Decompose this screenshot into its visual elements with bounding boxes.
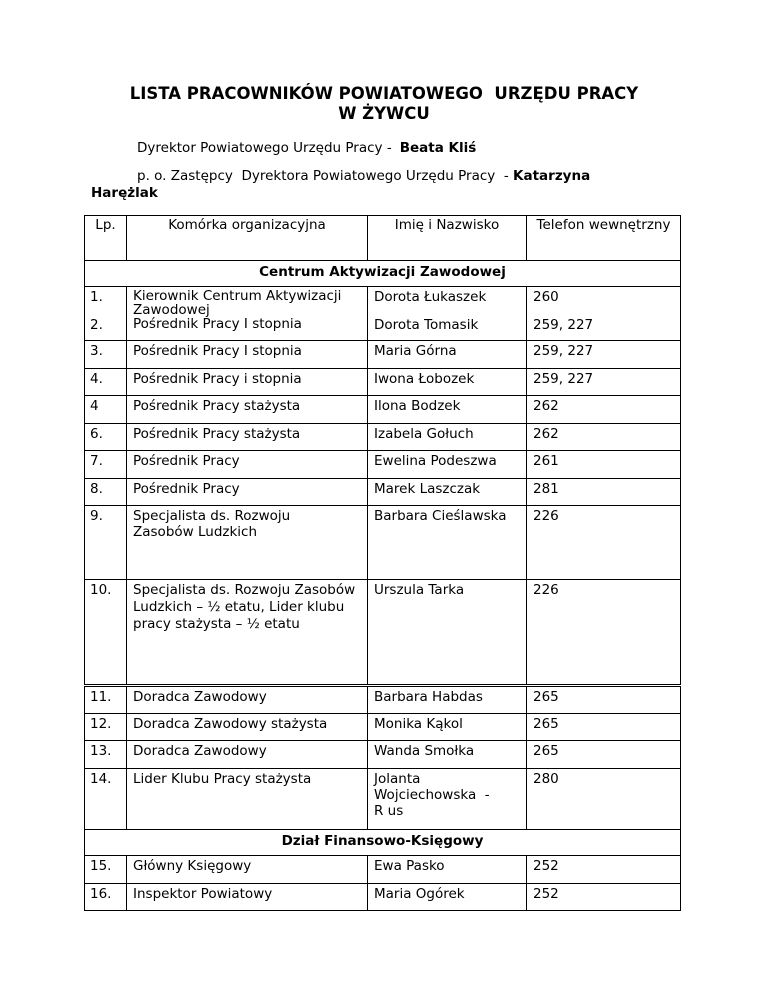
cell-phone: 280 [527,769,681,830]
deputy-name-first: Katarzyna [513,168,591,184]
cell-phone: 262 [527,424,681,451]
cell-lp: 6. [85,424,127,451]
table-row [85,369,681,396]
table-row [85,424,681,451]
cell-position: Pośrednik Pracy I stopnia [127,341,368,369]
cell-phone: 265 [527,686,681,714]
staff-table [84,215,681,911]
cell-position: Pośrednik Pracy i stopnia [127,369,368,396]
table-row [85,287,681,341]
cell-position: Inspektor Powiatowy [127,884,368,911]
cell-phone: 252 [527,884,681,911]
cell-lp: 12. [85,714,127,741]
section-title: Centrum Aktywizacji Zawodowej [85,261,681,287]
cell-lp: 10. [85,580,127,686]
cell-lp-1: 1. [90,289,103,305]
table-row [85,341,681,369]
header-phone: Telefon wewnętrzny [527,216,681,261]
cell-lp: 4 [85,396,127,424]
cell-position: Doradca Zawodowy [127,686,368,714]
cell-position [127,287,368,341]
cell-lp: 8. [85,479,127,506]
cell-name-2: Dorota Tomasik [374,317,479,333]
cell-position: Specjalista ds. Rozwoju Zasobów Ludzkich [127,506,368,580]
cell-name: Maria Górna [368,341,527,369]
table-row [85,451,681,479]
cell-position: Doradca Zawodowy stażysta [127,714,368,741]
title-line-1: LISTA PRACOWNIKÓW POWIATOWEGO URZĘDU PRACY [129,84,639,103]
table-row [85,714,681,741]
deputy-label: p. o. Zastępcy Dyrektora Powiatowego Urzędu Pracy - [137,168,514,184]
cell-name: Maria Ogórek [368,884,527,911]
table-row [85,686,681,714]
header-lp: Lp. [85,216,127,261]
cell-name-1: Dorota Łukaszek [374,289,487,305]
cell-name: Ilona Bodzek [368,396,527,424]
cell-phone: 252 [527,856,681,884]
table-row [85,479,681,506]
deputy-name-last: Harężlak [91,185,158,201]
cell-phone: 226 [527,506,681,580]
cell-position: Pośrednik Pracy stażysta [127,424,368,451]
cell-name: Ewa Pasko [368,856,527,884]
cell-name [368,287,527,341]
cell-name: Jolanta Wojciechowska -R us [368,769,527,830]
cell-name: Marek Laszczak [368,479,527,506]
header-name: Imię i Nazwisko [368,216,527,261]
table-row [85,396,681,424]
cell-phone: 281 [527,479,681,506]
cell-lp: 14. [85,769,127,830]
cell-name: Iwona Łobozek [368,369,527,396]
cell-position: Doradca Zawodowy [127,741,368,769]
cell-lp: 9. [85,506,127,580]
section-title: Dział Finansowo-Księgowy [85,830,681,856]
cell-position: Główny Księgowy [127,856,368,884]
cell-position: Lider Klubu Pracy stażysta [127,769,368,830]
cell-position: Specjalista ds. Rozwoju Zasobów Ludzkich – ½ etatu, Lider klubu pracy stażysta – ½ etatu [127,580,368,686]
cell-name: Urszula Tarka [368,580,527,686]
table-row [85,580,681,686]
table-row [85,884,681,911]
title-line-2: W ŻYWCU [338,104,430,123]
section-row [85,261,681,287]
table-header-row [85,216,681,261]
director-name: Beata Kliś [399,140,477,156]
table-row [85,506,681,580]
cell-phone: 262 [527,396,681,424]
cell-position: Pośrednik Pracy [127,451,368,479]
cell-name: Ewelina Podeszwa [368,451,527,479]
cell-name: Barbara Cieślawska [368,506,527,580]
cell-phone [527,287,681,341]
section-row [85,830,681,856]
cell-lp: 15. [85,856,127,884]
director-line [137,140,476,156]
cell-phone-1: 260 [533,289,559,305]
table-row [85,741,681,769]
table-row [85,856,681,884]
cell-phone-2: 259, 227 [533,317,594,333]
cell-position-2: Pośrednik Pracy I stopnia [133,316,302,332]
cell-name: Izabela Gołuch [368,424,527,451]
cell-lp: 13. [85,741,127,769]
cell-phone: 259, 227 [527,341,681,369]
cell-lp: 11. [85,686,127,714]
document-title [84,84,684,124]
table-row [85,769,681,830]
cell-lp: 4. [85,369,127,396]
cell-lp: 3. [85,341,127,369]
cell-phone: 226 [527,580,681,686]
cell-name: Wanda Smołka [368,741,527,769]
cell-name: Barbara Habdas [368,686,527,714]
cell-lp [85,287,127,341]
cell-position-1: Kierownik Centrum Aktywizacji Zawodowej [133,288,342,318]
cell-lp: 16. [85,884,127,911]
cell-position: Pośrednik Pracy [127,479,368,506]
cell-phone: 261 [527,451,681,479]
cell-lp: 7. [85,451,127,479]
cell-lp-2: 2. [90,317,103,333]
header-unit: Komórka organizacyjna [127,216,368,261]
cell-phone: 259, 227 [527,369,681,396]
cell-position: Pośrednik Pracy stażysta [127,396,368,424]
deputy-line [137,168,590,184]
cell-phone: 265 [527,741,681,769]
cell-name: Monika Kąkol [368,714,527,741]
director-label: Dyrektor Powiatowego Urzędu Pracy - [137,140,392,156]
cell-phone: 265 [527,714,681,741]
